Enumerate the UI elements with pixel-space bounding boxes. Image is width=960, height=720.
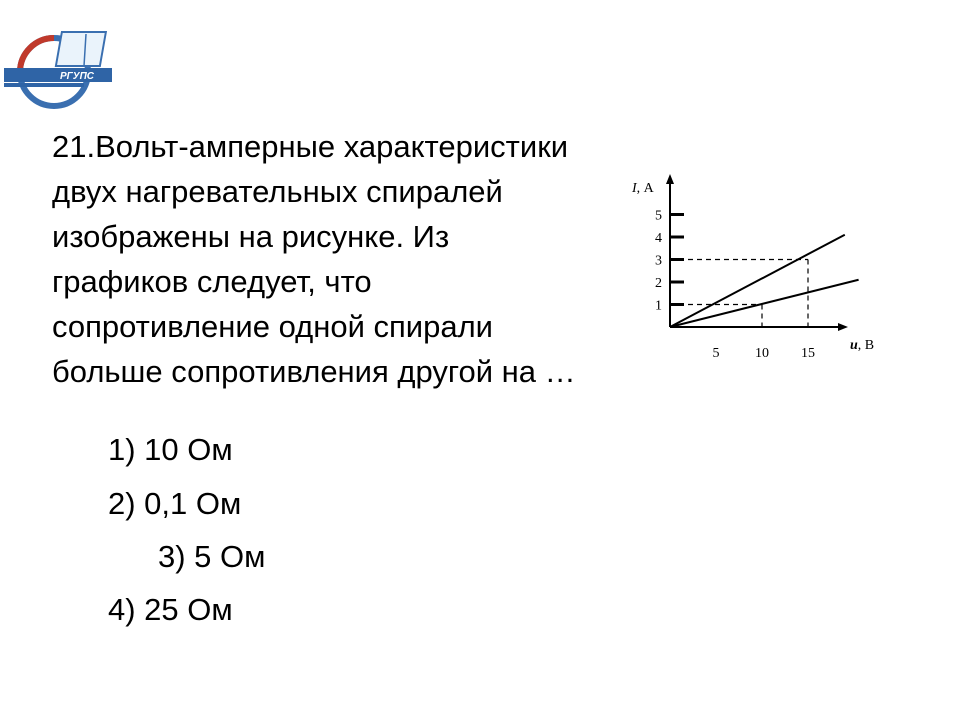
answer-option-1[interactable]: 1) 10 Ом — [108, 432, 233, 467]
x-tick-label: 5 — [712, 346, 720, 361]
x-tick-label: 15 — [801, 346, 815, 361]
series-line-1 — [670, 235, 845, 327]
logo-text: РГУПС — [60, 71, 94, 82]
y-tick-label: 5 — [655, 208, 662, 224]
x-axis-arrow — [838, 323, 848, 331]
y-axis-label: I, А — [632, 181, 654, 196]
y-tick-label: 3 — [655, 253, 662, 269]
question-line: графиков следует, что — [52, 264, 372, 299]
series-line-2 — [670, 280, 859, 327]
answer-option-2[interactable]: 2) 0,1 Ом — [108, 486, 242, 521]
x-tick-label: 10 — [755, 346, 769, 361]
x-axis-label: u, В — [850, 338, 875, 353]
y-tick-label: 2 — [655, 276, 662, 291]
answer-option-3[interactable]: 3) 5 Ом — [158, 539, 266, 574]
question-line: изображены на рисунке. Из — [52, 219, 450, 254]
y-axis-arrow — [666, 174, 674, 184]
question-line: 21.Вольт-амперные характеристики — [52, 129, 569, 164]
y-tick-label: 4 — [655, 231, 662, 246]
question-line: двух нагревательных спиралей — [52, 174, 503, 209]
question-line: больше сопротивления другой на … — [52, 354, 576, 389]
y-tick-label: 1 — [655, 298, 662, 314]
question-line: сопротивление одной спирали — [52, 309, 493, 344]
answer-option-4[interactable]: 4) 25 Ом — [108, 592, 233, 627]
